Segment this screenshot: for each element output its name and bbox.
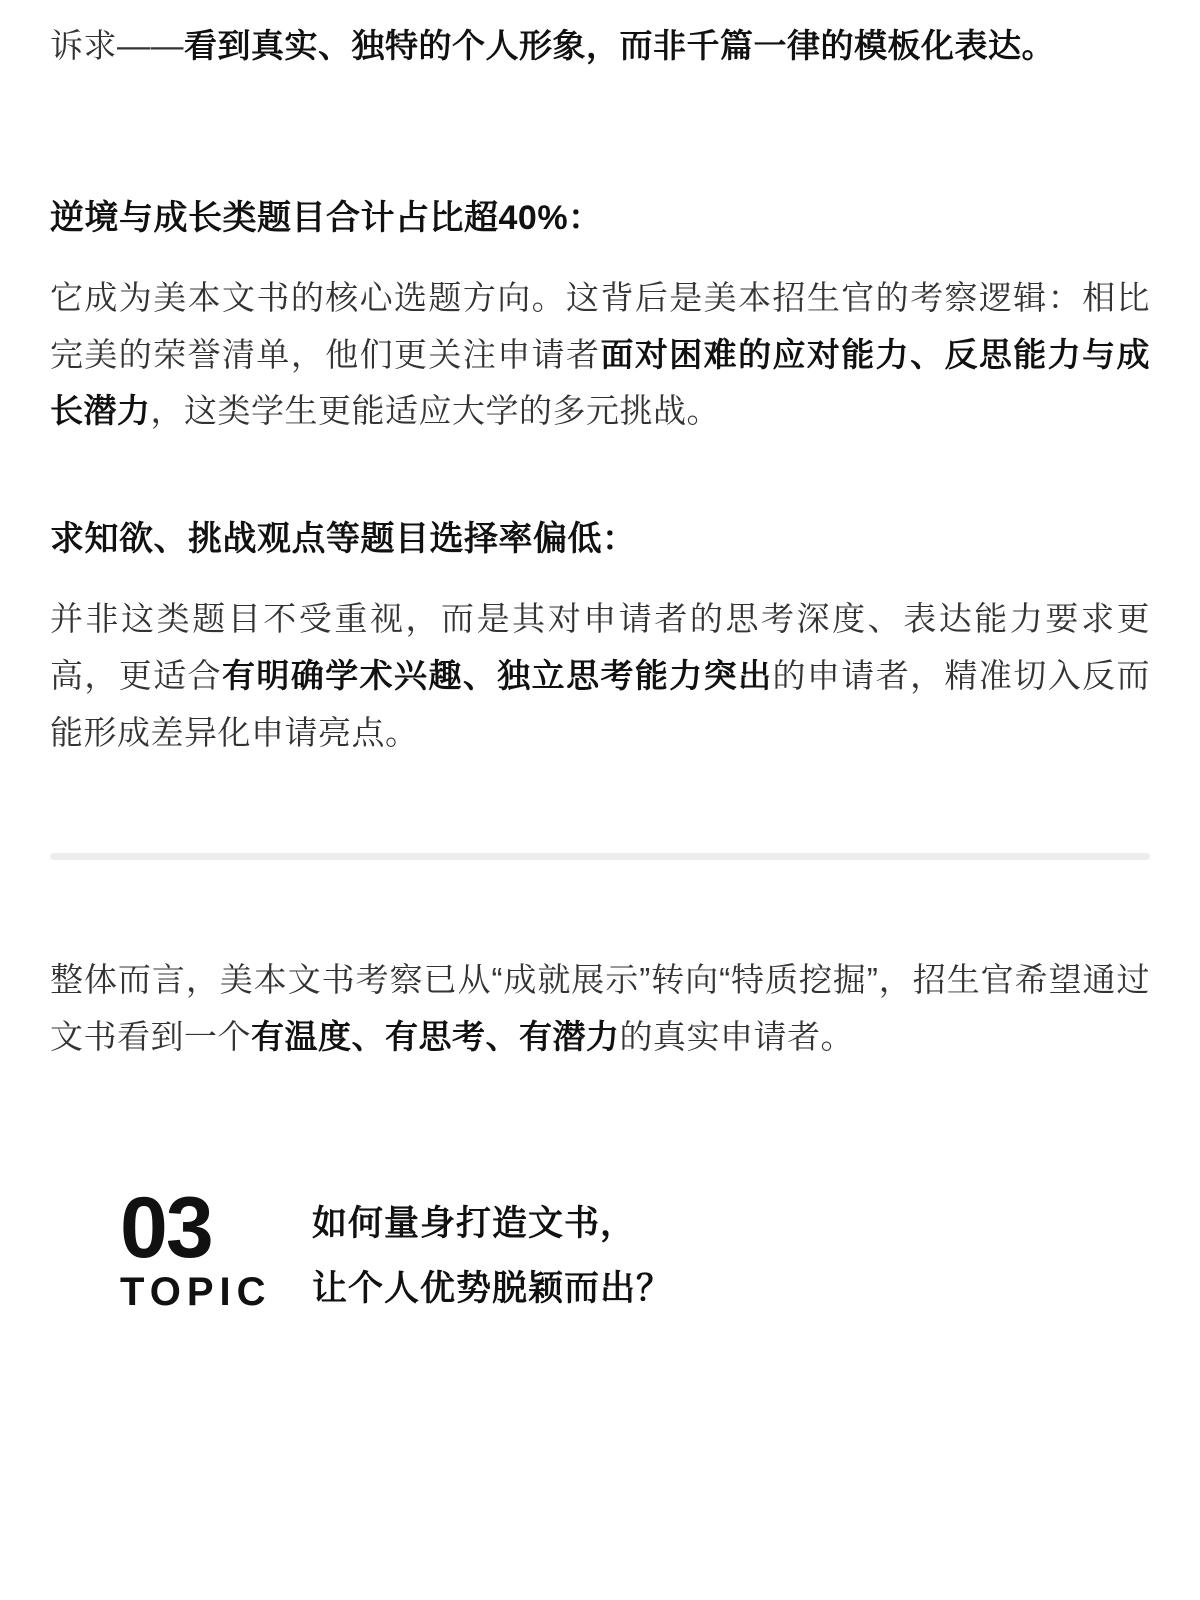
topic-title-line-1: 如何量身打造文书， [312, 1203, 637, 1243]
topic-badge [50, 1179, 312, 1315]
spacer [50, 75, 1150, 193]
topic-title [312, 1188, 1150, 1322]
body-segment-plain: ，这类学生更能适应大学的多元挑战。 [150, 392, 720, 430]
summary-segment-plain: 的真实申请者。 [619, 1018, 854, 1055]
spacer [50, 565, 1150, 591]
summary-segment-bold: 有温度、有思考、有潜力 [251, 1018, 620, 1055]
topic-number: 03 [120, 1179, 212, 1276]
summary-segment-plain: 整体而言，美本文书考察已从“成就展示”转向“特质挖掘”，招生官希望通过文书看到一个 [50, 961, 1150, 1055]
body-segment-plain: 并非这类题目不受重视，而是其对申请者的思考深度、表达能力要求更高，更适合 [50, 600, 1150, 694]
body-segment-plain: 的申请者，精准切入反而能形成差异化申请亮点。 [50, 656, 1151, 751]
summary-paragraph [50, 952, 1150, 1066]
section-divider-wrapper [50, 761, 1150, 952]
body-segment-bold: 面对困难的应对能力、反思能力与成长潜力 [50, 335, 1151, 430]
continuation-paragraph [50, 0, 1150, 75]
spacer [50, 244, 1150, 270]
section-heading-1: 逆境与成长类题目合计占比超40%： [50, 198, 603, 237]
section-heading-2: 求知欲、挑战观点等题目选择率偏低： [50, 520, 637, 558]
body-segment-bold: 有明确学术兴趣、独立思考能力突出 [222, 656, 773, 694]
topic-block [50, 1179, 1150, 1352]
section-body-1 [50, 270, 1150, 440]
topic-title-line-2: 让个人优势脱颖而出？ [312, 1268, 673, 1308]
paragraph-segment-plain: 诉求—— [50, 27, 184, 64]
spacer [50, 440, 1150, 514]
horizontal-divider [50, 853, 1150, 860]
topic-word: TOPIC [120, 1270, 272, 1315]
section-body-2 [50, 591, 1150, 761]
body-segment-plain: 它成为美本文书的核心选题方向。这背后是美本招生官的考察逻辑：相比完美的荣誉清单，他们更关注申请者 [50, 278, 1150, 373]
paragraph-segment-bold: 看到真实、独特的个人形象，而非千篇一律的模板化表达。 [184, 27, 1055, 64]
